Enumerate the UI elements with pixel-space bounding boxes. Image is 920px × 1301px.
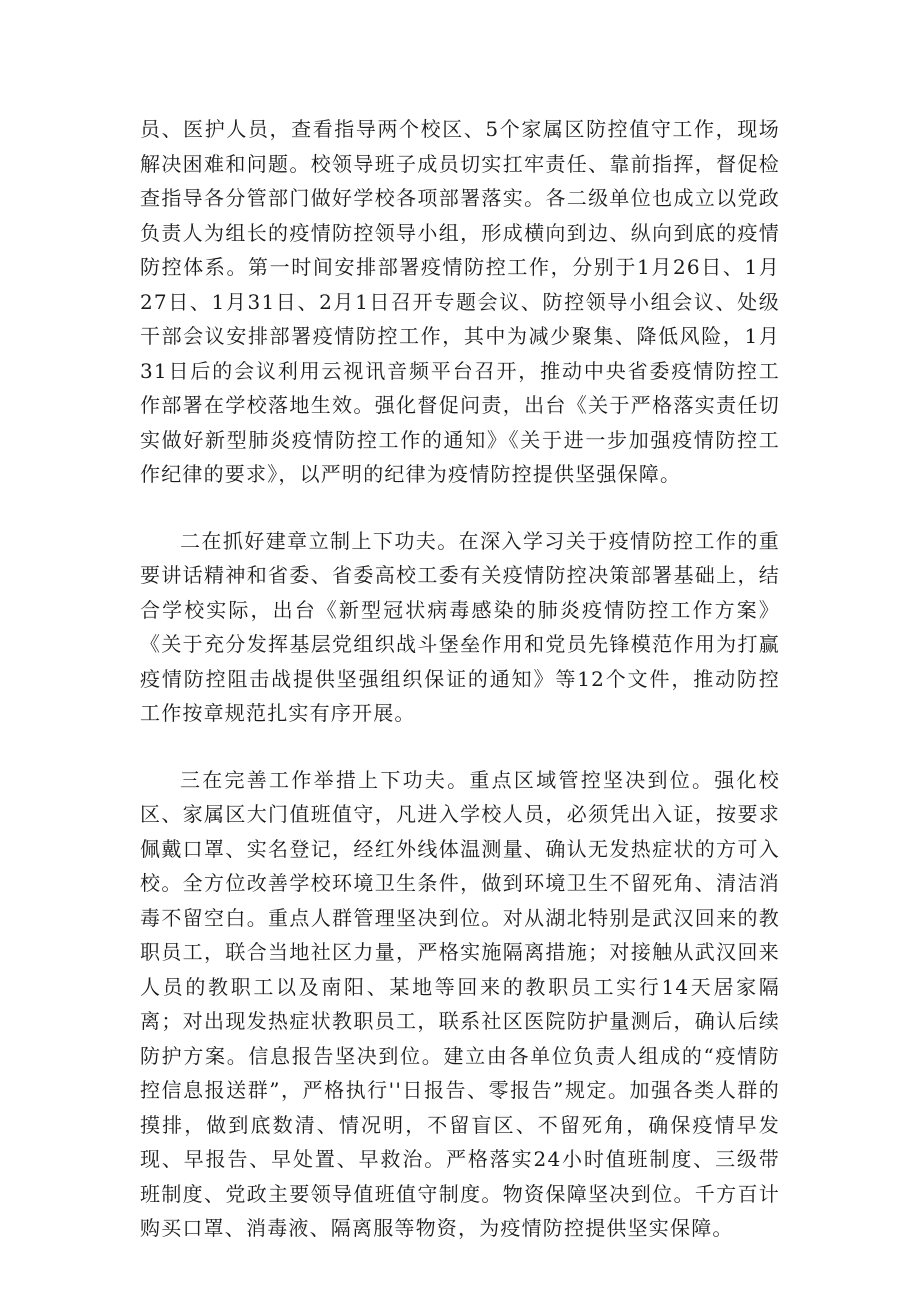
document-body [140, 112, 780, 1246]
paragraph-1: 员、医护人员，查看指导两个校区、5个家属区防控值守工作，现场解决困难和问题。校领导班子成员切实扛牢责任、靠前指挥，督促检查指导各分管部门做好学校各项部署落实。各二级单位也成立以党政负责人为组长的疫情防控领导小组，形成横向到边、纵向到底的疫情防控体系。第一时间安排部署疫情防控工作，分别于1月26日、1月27日、1月31日、2月1日召开专题会议、防控领导小组会议、处级干部会议安排部署疫情防控工作，其中为减少聚集、降低风险，1月31日后的会议利用云视讯音频平台召开，推动中央省委疫情防控工作部署在学校落地生效。强化督促问责，出台《关于严格落实责任切实做好新型肺炎疫情防控工作的通知》《关于进一步加强疫情防控工作纪律的要求》，以严明的纪律为疫情防控提供坚强保障。 [140, 117, 780, 486]
paragraph-3: 三在完善工作举措上下功夫。重点区域管控坚决到位。强化校区、家属区大门值班值守，凡进入学校人员，必须凭出入证，按要求佩戴口罩、实名登记，经红外线体温测量、确认无发热症状的方可入校。全方位改善学校环境卫生条件，做到环境卫生不留死角、清洁消毒不留空白。重点人群管理坚决到位。对从湖北特别是武汉回来的教职员工，联合当地社区力量，严格实施隔离措施；对接触从武汉回来人员的教职工以及南阳、某地等回来的教职员工实行14天居家隔离；对出现发热症状教职员工，联系社区医院防护量测后，确认后续防护方案。信息报告坚决到位。建立由各单位负责人组成的“疫情防控信息报送群”，严格执行''日报告、零报告”规定。加强各类人群的摸排，做到底数清、情况明，不留盲区、不留死角，确保疫情早发现、早报告、早处置、早救治。严格落实24小时值班制度、三级带班制度、党政主要领导值班值守制度。物资保障坚决到位。千方百计购买口罩、消毒液、隔离服等物资，为疫情防控提供坚实保障。 [140, 767, 780, 1240]
paragraph-2: 二在抓好建章立制上下功夫。在深入学习关于疫情防控工作的重要讲话精神和省委、省委高校工委有关疫情防控决策部署基础上，结合学校实际，出台《新型冠状病毒感染的肺炎疫情防控工作方案》《关于充分发挥基层党组织战斗堡垒作用和党员先锋模范作用为打赢疫情防控阻击战提供坚强组织保证的通知》等12个文件，推动防控工作按章规范扎实有序开展。 [140, 528, 780, 725]
